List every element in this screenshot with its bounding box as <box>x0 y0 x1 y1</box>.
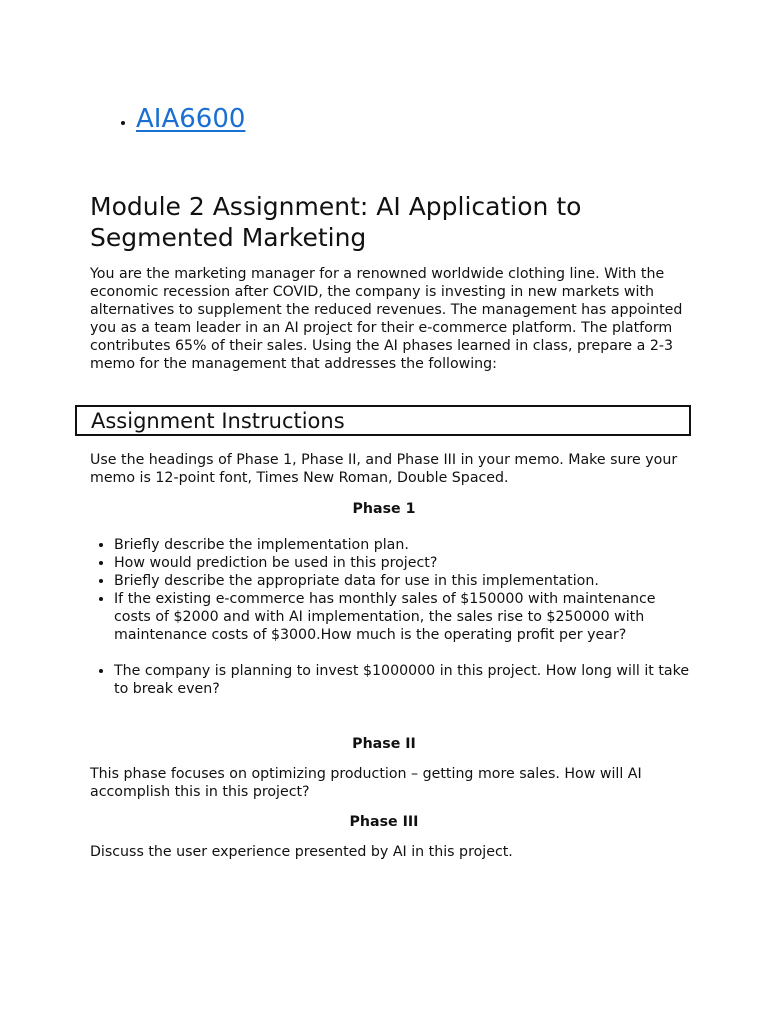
course-link[interactable]: AIA6600 <box>136 104 246 134</box>
phase-3-heading: Phase III <box>349 814 419 830</box>
page-title: Module 2 Assignment: AI Application to Segmented Marketing <box>90 192 582 252</box>
list-item: • Briefly describe the appropriate data for use in this implementation. <box>114 572 690 590</box>
instructions-heading: Assignment Instructions <box>91 409 345 433</box>
phase-2-heading: Phase II <box>352 736 416 752</box>
course-breadcrumb-list <box>0 100 245 138</box>
phase-1-list <box>90 536 690 698</box>
phase-3-text: Discuss the user experience presented by AI in this project. <box>90 844 513 860</box>
assignment-intro: You are the marketing manager for a renowned worldwide clothing line. With the economic recession after COVID, the company is investing in new markets with alternatives to supplement the reduced revenues. The management has appointed you as a team leader in an AI project for their e-commerce platform. The platform contributes 65% of their sales. Using the AI phases learned in class, prepare a 2-3 memo for the management that addresses the following: <box>90 266 683 372</box>
instructions-text: Use the headings of Phase 1, Phase II, and Phase III in your memo. Make sure your memo is 12-point font, Times New Roman, Double Spaced. <box>90 452 678 486</box>
course-list-item <box>136 100 245 138</box>
list-item: • The company is planning to invest $1000000 in this project. How long will it take to break even? <box>114 662 690 698</box>
instructions-heading-box <box>75 405 691 436</box>
list-item: • Briefly describe the implementation plan. <box>114 536 690 554</box>
list-item: • If the existing e-commerce has monthly sales of $150000 with maintenance costs of $2000 and with AI implementation, the sales rise to $250000 with maintenance costs of $3000.How much is the operating profit per year? <box>114 590 690 644</box>
list-item: • How would prediction be used in this project? <box>114 554 690 572</box>
phase-2-text: This phase focuses on optimizing production – getting more sales. How will AI accomplish this in this project? <box>90 766 642 800</box>
phase-1-heading: Phase 1 <box>352 501 416 517</box>
